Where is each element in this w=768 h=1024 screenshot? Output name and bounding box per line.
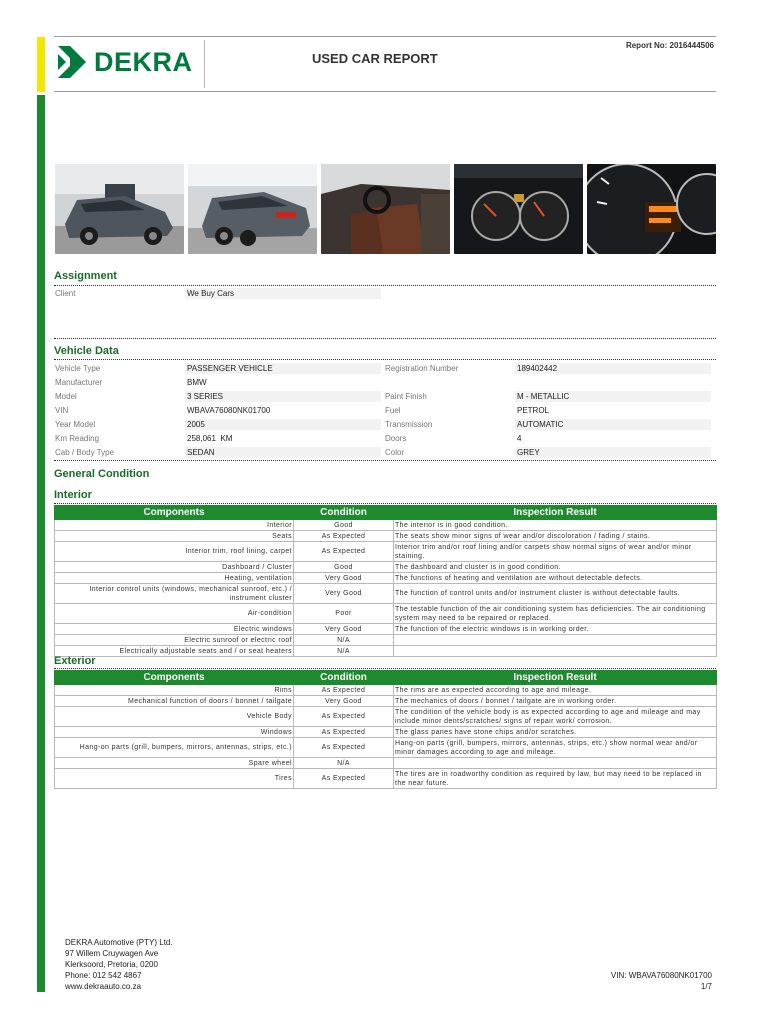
brand-name: DEKRA [94, 46, 193, 77]
header-bottom-rule [54, 91, 716, 92]
footer-meta [611, 970, 712, 992]
result-cell: The dashboard and cluster is in good condition. [394, 562, 717, 573]
header-top-rule [54, 36, 716, 37]
result-cell: The glass panes have stone chips and/or scratches. [394, 727, 717, 738]
footer-address [65, 937, 173, 992]
vehicle-data-rule [54, 359, 716, 360]
table-row [55, 542, 717, 562]
result-cell: The function of the electric windows is in working order. [394, 624, 717, 635]
table-row [55, 685, 717, 696]
result-cell: Hang-on parts (grill, bumpers, mirrors, antennas, strips, etc.) show normal wear and/or minor damages according to age and mileage. [394, 738, 717, 758]
component-cell: Hang-on parts (grill, bumpers, mirrors, antennas, strips, etc.) [55, 738, 294, 758]
registration-label: Registration Number [385, 364, 459, 373]
table-row [55, 520, 717, 531]
vin-label: VIN [55, 406, 69, 415]
interior-table [54, 505, 717, 657]
body-type-value: SEDAN [187, 448, 215, 457]
doors-label: Doors [385, 434, 407, 443]
condition-cell: N/A [294, 758, 394, 769]
km-reading-value: 258,061 KM [187, 434, 233, 443]
result-cell: The mechanics of doors / bonnet / tailgate are in working order. [394, 696, 717, 707]
components-header: Components [55, 506, 294, 520]
color-label: Color [385, 448, 405, 457]
component-cell: Interior trim, roof lining, carpet [55, 542, 294, 562]
condition-cell: Very Good [294, 573, 394, 584]
car-rear-photo [188, 164, 317, 254]
inspection-result-header: Inspection Result [394, 671, 717, 685]
footer-city: Klerksoord, Pretoria, 0200 [65, 960, 158, 969]
doors-value: 4 [517, 434, 522, 443]
condition-cell: Poor [294, 604, 394, 624]
footer-company: DEKRA Automotive (PTY) Ltd. [65, 938, 173, 947]
condition-cell: Very Good [294, 624, 394, 635]
vehicle-data-end-rule [54, 460, 716, 461]
registration-value: 189402442 [517, 364, 558, 373]
result-cell: The seats show minor signs of wear and/or discoloration / fading / stains. [394, 531, 717, 542]
component-cell: Mechanical function of doors / bonnet / tailgate [55, 696, 294, 707]
year-model-value: 2005 [187, 420, 205, 429]
client-value: We Buy Cars [187, 289, 234, 298]
vehicle-row-bg [515, 447, 711, 458]
table-row [55, 573, 717, 584]
table-row [55, 624, 717, 635]
inspection-result-header: Inspection Result [394, 506, 717, 520]
component-cell: Rims [55, 685, 294, 696]
footer-vin: VIN: WBAVA76080NK01700 [610, 971, 712, 980]
client-label: Client [55, 289, 76, 298]
footer-website-link[interactable]: www.dekraauto.co.za [65, 982, 142, 991]
paint-finish-value: M - METALLIC [517, 392, 570, 401]
result-cell [394, 635, 717, 646]
page-title: USED CAR REPORT [312, 51, 438, 66]
report-number: Report No: 2016444506 [625, 41, 714, 50]
table-row [55, 707, 717, 727]
page-number: 1/7 [700, 982, 712, 991]
condition-cell: Very Good [294, 696, 394, 707]
vehicle-type-value: PASSENGER VEHICLE [187, 364, 273, 373]
result-cell: The functions of heating and ventilation are without detectable defects. [394, 573, 717, 584]
assignment-end-rule [54, 338, 716, 339]
vehicle-type-label: Vehicle Type [55, 364, 101, 373]
paint-finish-label: Paint Finish [385, 392, 427, 401]
fuel-label: Fuel [385, 406, 401, 415]
exterior-rule [54, 668, 716, 669]
brand-bar-yellow [37, 37, 45, 92]
components-header: Components [55, 671, 294, 685]
condition-cell: Good [294, 562, 394, 573]
component-cell: Spare wheel [55, 758, 294, 769]
component-cell: Vehicle Body [55, 707, 294, 727]
table-row [55, 646, 717, 657]
table-row [55, 738, 717, 758]
component-cell: Electric windows [55, 624, 294, 635]
result-cell [394, 646, 717, 657]
footer-phone: Phone: 012 542 4867 [65, 971, 142, 980]
result-cell: The rims are as expected according to age and mileage. [394, 685, 717, 696]
body-type-label: Cab / Body Type [55, 448, 114, 457]
condition-cell: As Expected [294, 685, 394, 696]
table-row [55, 584, 717, 604]
component-cell: Windows [55, 727, 294, 738]
condition-cell: Good [294, 520, 394, 531]
transmission-value: AUTOMATIC [517, 420, 564, 429]
table-row [55, 562, 717, 573]
condition-cell: N/A [294, 646, 394, 657]
assignment-title: Assignment [54, 270, 117, 282]
result-cell: Interior trim and/or roof lining and/or carpets show normal signs of wear and/or minor staining. [394, 542, 717, 562]
year-model-label: Year Model [55, 420, 96, 429]
model-label: Model [55, 392, 77, 401]
manufacturer-value: BMW [187, 378, 207, 387]
vehicle-row-bg [185, 419, 381, 430]
condition-cell: N/A [294, 635, 394, 646]
interior-title: Interior [54, 489, 92, 501]
result-cell [394, 758, 717, 769]
exterior-header-row [55, 671, 717, 685]
condition-header: Condition [294, 671, 394, 685]
result-cell: The testable function of the air conditioning system has deficiencies. The air conditioning system may need to be repaired or replaced. [394, 604, 717, 624]
component-cell: Interior [55, 520, 294, 531]
vin-value: WBAVA76080NK01700 [187, 406, 271, 415]
result-cell: The tires are in roadworthy condition as required by law, but may need to be replaced in the near future. [394, 769, 717, 789]
fuel-value: PETROL [517, 406, 550, 415]
table-row [55, 531, 717, 542]
dekra-logo [56, 42, 206, 82]
footer-street: 97 Willem Cruywagen Ave [65, 949, 159, 958]
model-value: 3 SERIES [187, 392, 224, 401]
transmission-label: Transmission [385, 420, 433, 429]
table-row [55, 696, 717, 707]
component-cell: Interior control units (windows, mechanical sunroof, etc.) / instrument cluster [55, 584, 294, 604]
instrument-cluster-photo [454, 164, 583, 254]
condition-cell: As Expected [294, 738, 394, 758]
component-cell: Electric sunroof or electric roof [55, 635, 294, 646]
km-reading-label: Km Reading [55, 434, 100, 443]
car-interior-photo [321, 164, 450, 254]
result-cell: The condition of the vehicle body is as expected according to age and mileage and may include minor dents/scratches/ signs of repair work/ corrosion. [394, 707, 717, 727]
table-row [55, 758, 717, 769]
car-front-photo [55, 164, 184, 254]
condition-header: Condition [294, 506, 394, 520]
vehicle-data-title: Vehicle Data [54, 345, 119, 357]
component-cell: Tires [55, 769, 294, 789]
component-cell: Dashboard / Cluster [55, 562, 294, 573]
result-cell: The function of control units and/or instrument cluster is without detectable faults. [394, 584, 717, 604]
dekra-logo-icon [56, 44, 88, 80]
table-row [55, 635, 717, 646]
exterior-title: Exterior [54, 655, 96, 667]
condition-cell: As Expected [294, 542, 394, 562]
condition-cell: As Expected [294, 531, 394, 542]
brand-bar-green [37, 95, 45, 992]
component-cell: Heating, ventilation [55, 573, 294, 584]
table-row [55, 769, 717, 789]
condition-cell: As Expected [294, 707, 394, 727]
condition-cell: As Expected [294, 727, 394, 738]
condition-cell: As Expected [294, 769, 394, 789]
component-cell: Electrically adjustable seats and / or seat heaters [55, 646, 294, 657]
interior-rule [54, 503, 716, 504]
assignment-rule [54, 285, 716, 286]
speedometer-closeup-photo [587, 164, 716, 254]
color-value: GREY [517, 448, 540, 457]
result-cell: The interior is in good condition. [394, 520, 717, 531]
logo-divider [204, 40, 205, 88]
manufacturer-label: Manufacturer [55, 378, 103, 387]
component-cell: Air-condition [55, 604, 294, 624]
interior-header-row [55, 506, 717, 520]
table-row [55, 727, 717, 738]
table-row [55, 604, 717, 624]
exterior-table [54, 670, 717, 789]
general-condition-title: General Condition [54, 468, 150, 480]
condition-cell: Very Good [294, 584, 394, 604]
component-cell: Seats [55, 531, 294, 542]
